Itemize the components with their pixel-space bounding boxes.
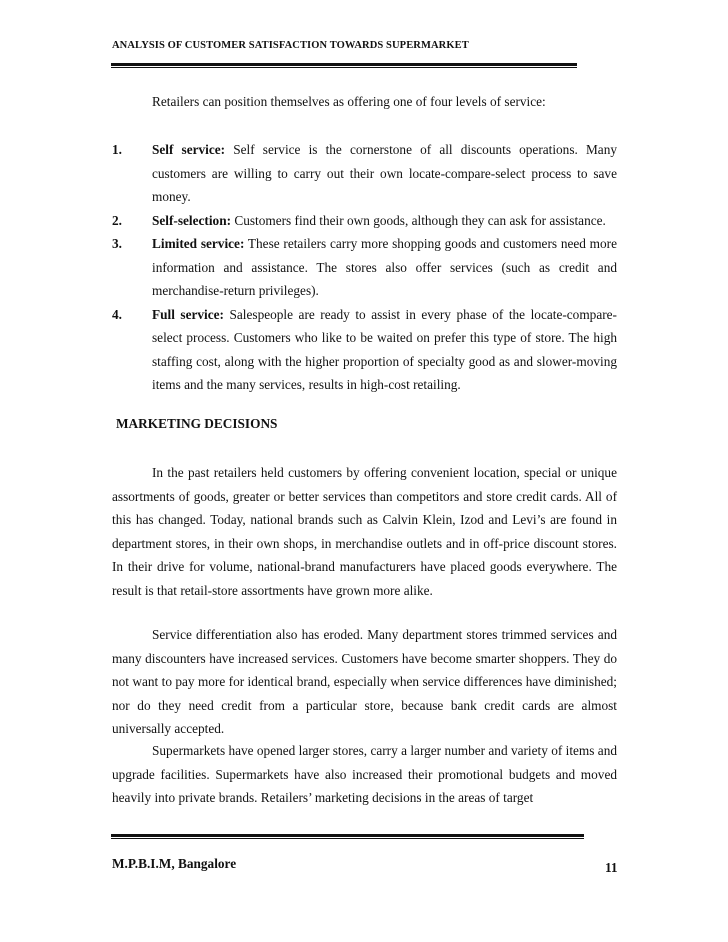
paragraph-text: Supermarkets have opened larger stores, carry a larger number and variety of items and upgrade facilities. Supermarkets have also increased their promotional budgets and moved heavily into private brands. Retailers’ marketing decisions in the areas of target — [112, 743, 617, 805]
list-term: Full service: — [152, 306, 224, 322]
list-item — [112, 232, 617, 303]
list-description: Customers find their own goods, although they can ask for assistance. — [231, 212, 606, 228]
list-number: 4. — [112, 306, 122, 322]
list-item — [112, 303, 617, 397]
list-description: These retailers carry more shopping goods and customers need more information and assistance. The stores also offer services (such as credit and merchandise-return privileges). — [152, 236, 617, 298]
intro-sentence: Retailers can position themselves as offering one of four levels of service: — [152, 94, 546, 109]
running-header: ANALYSIS OF CUSTOMER SATISFACTION TOWARDS SUPERMARKET — [112, 40, 469, 51]
list-item — [112, 209, 617, 233]
list-text — [152, 232, 617, 303]
paragraph-3 — [112, 739, 617, 810]
list-item — [112, 138, 617, 209]
list-text — [152, 138, 617, 209]
header-rule — [111, 63, 577, 66]
list-number: 1. — [112, 142, 122, 157]
paragraph-text: Service differentiation also has eroded. Many department stores trimmed services and many discounters have increased services. Customers have become smarter shoppers. They do not want to pay more for identical brand, especially when service differences have diminished; nor do they need credit from a particular store, because bank credit cards are almost universally accepted. — [112, 627, 617, 736]
paragraph-1 — [112, 461, 617, 602]
list-term: Self service: — [152, 142, 226, 157]
list-term: Limited service: — [152, 236, 245, 251]
footer-rule — [111, 834, 584, 837]
list-term: Self-selection: — [152, 212, 232, 228]
list-description: Salespeople are ready to assist in every phase of the locate-compare-select process. Customers who like to be waited on prefer this type of store. The high staffing cost, along with the higher proportion of specialty good as and slower-moving items and the many services, results in high-cost retailing. — [152, 306, 617, 392]
paragraph-text: In the past retailers held customers by offering convenient location, special or unique assortments of goods, greater or better services than competitors and store credit cards. All of this has changed. Today, national brands such as Calvin Klein, Izod and Levi’s are found in department stores, in their own shops, in merchandise outlets and in off-price discount stores. In their drive for volume, national-brand manufacturers have placed goods everywhere. The result is that retail-store assortments have grown more alike. — [112, 465, 617, 598]
paragraph-2 — [112, 623, 617, 741]
list-text — [152, 209, 617, 233]
section-heading: MARKETING DECISIONS — [116, 416, 278, 431]
footer-institution: M.P.B.I.M, Bangalore — [112, 856, 237, 871]
footer-rule-thin — [111, 838, 584, 839]
page-number: 11 — [605, 860, 618, 875]
list-description: Self service is the cornerstone of all discounts operations. Many customers are willing to carry out their own locate-compare-select process to save money. — [152, 142, 617, 204]
list-number: 2. — [112, 212, 122, 228]
list-number: 3. — [112, 236, 122, 251]
service-levels-list — [112, 138, 617, 397]
header-rule-thin — [111, 67, 577, 68]
list-text — [152, 303, 617, 397]
